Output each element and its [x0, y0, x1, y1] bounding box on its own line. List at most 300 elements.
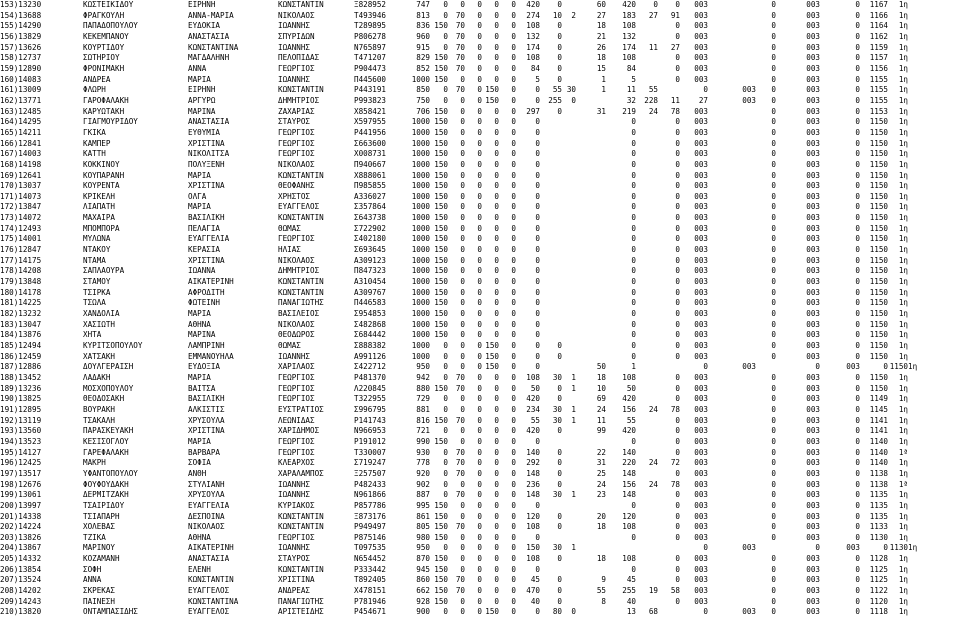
row-value-cell: 150 — [434, 554, 448, 564]
row-rank-code: 156)13829 — [0, 31, 42, 41]
row-value-cell: 816 — [416, 415, 430, 425]
row-value-cell: 1140 — [869, 447, 888, 457]
row-value-cell: 0 — [460, 287, 465, 297]
row-id-number: Ρ904473 — [354, 63, 387, 73]
row-value-cell — [576, 330, 606, 341]
row-surname: ΤΣΙΡΚΑ — [83, 287, 111, 297]
row-value-cell: 0 — [511, 383, 516, 393]
row-value-cell: 70 — [455, 575, 465, 585]
row-surname: ΧΑΝΔΟΛΙΑ — [83, 309, 120, 319]
row-rank-code: 201)14338 — [0, 511, 42, 521]
row-value-cell: 0 — [855, 447, 860, 457]
row-rank-code: 154)13688 — [0, 10, 42, 20]
row-value-cell: 0 — [771, 181, 776, 191]
row-value-cell: 0 — [855, 394, 860, 404]
row-rank-code: 172)13847 — [0, 202, 42, 212]
row-rank-code: 175)14001 — [0, 234, 42, 244]
row-value-cell: 84 — [530, 63, 540, 73]
row-value-cell: 1 — [601, 85, 606, 95]
row-value-cell: 0 — [771, 127, 776, 137]
row-value-cell: 0 — [855, 468, 860, 478]
row-value-cell: 0 — [855, 341, 860, 350]
row-value-cell — [562, 362, 576, 373]
row-value-cell: 003 — [694, 21, 708, 31]
row-value-cell: 0 — [535, 117, 540, 127]
row-value-cell: 0 — [477, 21, 482, 31]
row-value-cell — [576, 117, 606, 128]
row-value-cell: 70 — [455, 10, 465, 20]
table-row — [0, 490, 917, 501]
row-value-cell: 003 — [694, 468, 708, 478]
row-value-cell: 1 — [631, 362, 636, 372]
row-value-cell: 0 — [477, 42, 482, 52]
row-value-cell: 1000 — [411, 319, 430, 329]
row-value-cell: 0 — [477, 394, 482, 404]
row-value-cell: 0 — [494, 383, 499, 393]
row-value-cell: 003 — [806, 575, 820, 585]
row-value-cell: 0 — [535, 149, 540, 159]
row-value-cell: 003 — [694, 234, 708, 244]
row-value-cell — [540, 266, 562, 277]
row-value-cell — [708, 21, 756, 32]
row-surname: ΦΛΩΡΗ — [83, 85, 106, 95]
row-value-cell: 1000 — [411, 309, 430, 319]
row-rank-code: 198)12676 — [0, 479, 42, 489]
row-value-cell — [636, 149, 658, 160]
row-value-cell: 0 — [494, 404, 499, 414]
row-value-cell: 0 — [494, 468, 499, 478]
row-value-cell: 78 — [670, 479, 680, 489]
row-value-cell: 0 — [535, 170, 540, 180]
row-value-cell: 150 — [434, 415, 448, 425]
row-value-cell: 1000 — [411, 117, 430, 127]
row-surname: ΠΑΠΑΔΟΠΟΥΛΟΥ — [83, 21, 138, 31]
row-value-cell: 0 — [477, 181, 482, 191]
row-value-cell: 0 — [771, 85, 776, 95]
row-id-number: Ρ993823 — [354, 95, 387, 105]
row-value-cell: 0 — [511, 149, 516, 159]
row-value-cell: 0 — [675, 53, 680, 63]
row-value-cell: 25 — [596, 468, 606, 478]
row-value-cell: 0 — [557, 63, 562, 73]
row-value-cell: 1η — [898, 74, 908, 84]
row-value-cell: 0 — [771, 564, 776, 574]
row-value-cell: 0 — [511, 138, 516, 148]
row-value-cell: 0 — [771, 149, 776, 159]
row-value-cell: 0 — [855, 351, 860, 361]
row-value-cell — [606, 543, 636, 554]
row-value-cell: 0 — [535, 351, 540, 361]
row-value-cell: 0 — [883, 362, 888, 372]
row-value-cell — [708, 597, 756, 608]
row-value-cell: 1135 — [869, 490, 888, 500]
row-value-cell: 0 — [494, 330, 499, 340]
row-value-cell: 0 — [511, 415, 516, 425]
row-rank-code: 179)13848 — [0, 277, 42, 287]
row-value-cell — [708, 416, 756, 427]
row-value-cell: 1η — [898, 117, 908, 127]
row-rank-code: 197)13517 — [0, 468, 42, 478]
row-value-cell: 003 — [694, 500, 708, 510]
row-first-name: ΑΝΑΣΤΑΣΙΑ — [188, 554, 230, 564]
row-value-cell: 24 — [648, 106, 658, 116]
row-father-name: ΚΩΝΣΤΑΝΤΙΝ — [278, 170, 324, 180]
row-value-cell: 1162 — [869, 31, 888, 41]
row-value-cell: 0 — [883, 543, 888, 553]
table-row — [0, 75, 917, 86]
row-value-cell: 003 — [806, 490, 820, 500]
row-value-cell — [562, 0, 576, 11]
row-value-cell: 1η — [898, 372, 908, 382]
row-value-cell — [636, 373, 658, 384]
row-value-cell — [576, 245, 606, 256]
row-value-cell — [708, 437, 756, 448]
row-value-cell: 0 — [477, 458, 482, 468]
row-value-cell: 0 — [511, 543, 516, 553]
row-value-cell: 24 — [596, 404, 606, 414]
row-value-cell: 15 — [596, 63, 606, 73]
row-rank-code: 196)12425 — [0, 458, 42, 468]
row-value-cell: 003 — [806, 309, 820, 319]
row-father-name: ΙΩΑΝΝΗΣ — [278, 479, 311, 489]
row-value-cell — [708, 224, 756, 235]
row-first-name: ΒΑΣΙΛΙΚΗ — [188, 213, 225, 223]
row-value-cell — [562, 554, 576, 565]
row-value-cell: 70 — [455, 85, 465, 95]
row-value-cell: 21 — [596, 31, 606, 41]
row-value-cell: 0 — [535, 287, 540, 297]
row-value-cell: 0 — [675, 213, 680, 223]
row-value-cell: 003 — [694, 479, 708, 489]
row-value-cell: 0 — [511, 447, 516, 457]
row-id-number: Ρ333442 — [354, 564, 387, 574]
row-rank-code: 171)14073 — [0, 191, 42, 201]
table-row — [0, 128, 917, 139]
row-value-cell: 0 — [477, 415, 482, 425]
row-value-cell: 70 — [455, 415, 465, 425]
row-first-name: ΜΑΡΙΝΑ — [188, 330, 216, 340]
row-father-name: ΙΩΑΝΝΗΣ — [278, 74, 311, 84]
row-first-name: ΑΦΡΟΔΙΤΗ — [188, 287, 225, 297]
row-value-cell: 0 — [855, 607, 860, 617]
row-value-cell: 0 — [631, 266, 636, 276]
row-value-cell: 70 — [455, 53, 465, 63]
row-value-cell: 003 — [846, 362, 860, 372]
row-id-number: Σ996795 — [354, 404, 387, 414]
row-value-cell: 0 — [771, 575, 776, 585]
row-value-cell: 70 — [455, 458, 465, 468]
row-value-cell: 0 — [511, 21, 516, 31]
row-value-cell: 0 — [771, 74, 776, 84]
row-value-cell — [540, 171, 562, 182]
row-value-cell: 0 — [460, 511, 465, 521]
row-value-cell: 0 — [703, 362, 708, 372]
row-value-cell: 228 — [644, 95, 658, 105]
row-value-cell: 150 — [434, 63, 448, 73]
row-value-cell — [636, 64, 658, 75]
row-value-cell: 0 — [771, 213, 776, 223]
row-value-cell: 0 — [477, 372, 482, 382]
table-row — [0, 192, 917, 203]
row-value-cell: 0 — [855, 277, 860, 287]
row-value-cell — [576, 607, 606, 618]
row-value-cell — [576, 213, 606, 224]
row-value-cell: 0 — [675, 511, 680, 521]
row-value-cell: 183 — [622, 10, 636, 20]
row-value-cell: 003 — [806, 586, 820, 596]
row-value-cell: 0 — [460, 426, 465, 436]
row-value-cell: 721 — [416, 426, 430, 436]
row-surname: ΥΦΑΝΤΟΠΟΥΛΟΥ — [83, 468, 138, 478]
row-value-cell: 40 — [530, 596, 540, 606]
row-rank-code: 186)12459 — [0, 351, 42, 361]
row-value-cell: 0 — [535, 341, 540, 350]
row-value-cell: 0 — [631, 170, 636, 180]
row-value-cell — [756, 543, 776, 554]
row-surname: ΣΚΡΕΚΑΣ — [83, 586, 116, 596]
row-value-cell: 003 — [806, 202, 820, 212]
row-first-name: ΜΑΡΙΑ — [188, 309, 211, 319]
row-value-cell: 0 — [675, 266, 680, 276]
row-value-cell: 150 — [434, 181, 448, 191]
row-value-cell: 850 — [416, 85, 430, 95]
row-value-cell: 706 — [416, 106, 430, 116]
row-rank-code: 188)13452 — [0, 372, 42, 382]
row-value-cell: 003 — [806, 181, 820, 191]
row-value-cell — [562, 288, 576, 299]
row-value-cell: 0 — [675, 287, 680, 297]
row-rank-code: 208)14202 — [0, 586, 42, 596]
row-value-cell — [708, 309, 756, 320]
row-value-cell: 234 — [526, 404, 540, 414]
row-id-number: Ρ443191 — [354, 85, 387, 95]
row-value-cell: 0 — [535, 223, 540, 233]
row-value-cell: 70 — [455, 447, 465, 457]
row-first-name: ΕΙΡΗΝΗ — [188, 85, 216, 95]
row-id-number: Σ663600 — [354, 138, 387, 148]
row-value-cell: 1135 — [869, 511, 888, 521]
row-value-cell: 915 — [416, 42, 430, 52]
row-surname: ΝΤΑΚΟΥ — [83, 245, 111, 255]
row-value-cell: 26 — [596, 42, 606, 52]
table-row — [0, 64, 917, 75]
row-value-cell: 0 — [675, 181, 680, 191]
row-first-name: ΝΙΚΟΛΑΟΣ — [188, 522, 225, 532]
row-value-cell: 1166 — [869, 10, 888, 20]
row-value-cell: 18 — [596, 554, 606, 564]
row-surname: ΠΑΙΝΕΣΗ — [83, 596, 116, 606]
row-value-cell: 0 — [675, 351, 680, 361]
row-father-name: ΘΕΟΔΩΡΟΣ — [278, 330, 315, 340]
row-value-cell: 150 — [434, 532, 448, 542]
row-value-cell: 0 — [460, 202, 465, 212]
row-value-cell: 0 — [477, 202, 482, 212]
row-first-name: ΑΝΝΑ-ΜΑΡΙΑ — [188, 10, 234, 20]
row-id-number: Ρ441956 — [354, 127, 387, 137]
row-value-cell: 0 — [771, 479, 776, 489]
row-value-cell: 0 — [477, 63, 482, 73]
row-value-cell: 0 — [477, 522, 482, 532]
row-value-cell: 0 — [511, 522, 516, 532]
row-value-cell: 1130 — [869, 532, 888, 542]
row-value-cell: 003 — [806, 319, 820, 329]
row-value-cell: 0 — [557, 106, 562, 116]
row-id-number: Ρ949497 — [354, 522, 387, 532]
row-value-cell: 0 — [494, 202, 499, 212]
row-value-cell: 27 — [596, 10, 606, 20]
row-value-cell — [658, 607, 680, 618]
table-row — [0, 139, 917, 150]
row-first-name: ΑΙΚΑΤΕΡΙΝΗ — [188, 277, 234, 287]
row-value-cell: 84 — [626, 63, 636, 73]
row-value-cell: 0 — [460, 500, 465, 510]
row-value-cell — [540, 245, 562, 256]
row-surname: ΦΡΑΓΚΟΥΛΗ — [83, 10, 125, 20]
row-value-cell: 0 — [855, 309, 860, 319]
table-row — [0, 320, 917, 331]
row-value-cell: 0 — [477, 234, 482, 244]
row-value-cell — [562, 202, 576, 213]
row-value-cell: 0 — [771, 372, 776, 382]
row-value-cell: 003 — [806, 298, 820, 308]
row-value-cell: 0 — [855, 181, 860, 191]
row-value-cell: 72 — [670, 458, 680, 468]
row-value-cell: 150 — [434, 575, 448, 585]
row-surname: ΓΙΑΓΜΟΥΡΙΔΟΥ — [83, 117, 138, 127]
row-rank-code: 203)13826 — [0, 532, 42, 542]
row-value-cell — [708, 288, 756, 299]
row-value-cell: 003 — [806, 415, 820, 425]
row-id-number: Σ357864 — [354, 202, 387, 212]
row-value-cell: 1155 — [869, 74, 888, 84]
row-value-cell: 1η — [898, 468, 908, 478]
row-value-cell: 0 — [703, 85, 708, 95]
row-value-cell: 1150 — [869, 372, 888, 382]
row-value-cell — [562, 394, 576, 405]
row-value-cell: 1η — [898, 21, 908, 31]
row-value-cell — [708, 330, 756, 341]
row-rank-code: 164)14295 — [0, 117, 42, 127]
row-value-cell: 0 — [494, 0, 499, 9]
row-value-cell: 1150 — [869, 255, 888, 265]
row-value-cell: 887 — [416, 490, 430, 500]
row-surname: ΠΑΡΑΣΚΕΥΑΚΗ — [83, 426, 134, 436]
row-value-cell: 1η — [898, 106, 908, 116]
row-value-cell: 003 — [694, 511, 708, 521]
table-row — [0, 512, 917, 523]
row-value-cell: 003 — [806, 266, 820, 276]
row-value-cell: 0 — [855, 42, 860, 52]
row-first-name: ΜΑΡΙΑ — [188, 436, 211, 446]
table-row — [0, 330, 917, 341]
row-value-cell — [562, 139, 576, 150]
row-value-cell: 0 — [511, 53, 516, 63]
row-father-name: ΚΩΝΣΤΑΝΤΙΝ — [278, 213, 324, 223]
row-value-cell — [540, 181, 562, 192]
table-row — [0, 426, 917, 437]
row-value-cell: 0 — [675, 490, 680, 500]
row-value-cell: 003 — [806, 159, 820, 169]
row-value-cell — [576, 437, 606, 448]
row-value-cell: 0 — [460, 149, 465, 159]
row-value-cell: 0 — [494, 415, 499, 425]
row-value-cell: 003 — [806, 21, 820, 31]
row-surname: ΦΟΥΦΟΥΔΑΚΗ — [83, 479, 129, 489]
row-value-cell — [636, 202, 658, 213]
row-value-cell: 30 — [552, 404, 562, 414]
row-value-cell: 0 — [675, 277, 680, 287]
row-first-name: ΠΟΛΥΞΕΝΗ — [188, 159, 225, 169]
row-value-cell: 150 — [434, 436, 448, 446]
row-value-cell — [708, 490, 756, 501]
row-value-cell — [636, 256, 658, 267]
table-row — [0, 501, 917, 512]
row-father-name: ΕΥΑΓΓΕΛΟΣ — [278, 202, 320, 212]
row-value-cell: 0 — [511, 341, 516, 350]
row-id-number: Ξ828952 — [354, 0, 387, 9]
row-father-name: ΘΕΟΦΑΝΗΣ — [278, 181, 315, 191]
table-row — [0, 458, 917, 469]
row-value-cell: 70 — [455, 490, 465, 500]
row-value-cell: 0 — [855, 74, 860, 84]
row-value-cell — [562, 213, 576, 224]
row-value-cell — [562, 256, 576, 267]
row-value-cell: 0 — [477, 490, 482, 500]
row-value-cell: 003 — [694, 63, 708, 73]
row-value-cell — [562, 117, 576, 128]
row-rank-code: 170)13037 — [0, 181, 42, 191]
row-value-cell: 003 — [806, 117, 820, 127]
row-value-cell: 1000 — [411, 287, 430, 297]
row-value-cell: 55 — [596, 586, 606, 596]
row-surname: ΟΝΤΑΜΠΑΣΙΔΗΣ — [83, 607, 138, 617]
row-id-number: Α991126 — [354, 351, 387, 361]
row-value-cell: 0 — [460, 159, 465, 169]
row-value-cell — [636, 234, 658, 245]
row-value-cell: 0 — [771, 596, 776, 606]
row-value-cell — [708, 11, 756, 22]
row-value-cell — [540, 309, 562, 320]
row-value-cell — [636, 298, 658, 309]
row-value-cell: 11 — [626, 85, 636, 95]
row-value-cell — [708, 501, 756, 512]
row-value-cell: 1η — [898, 596, 908, 606]
row-value-cell — [540, 234, 562, 245]
row-value-cell: 0 — [511, 319, 516, 329]
row-value-cell: 0 — [460, 106, 465, 116]
row-value-cell: 11 — [596, 415, 606, 425]
row-value-cell: 0 — [675, 394, 680, 404]
row-value-cell — [636, 117, 658, 128]
row-value-cell: 0 — [477, 149, 482, 159]
row-value-cell: 150 — [434, 234, 448, 244]
row-value-cell: 10 — [552, 10, 562, 20]
row-id-number: Ρ454671 — [354, 607, 387, 617]
row-value-cell: 150 — [434, 106, 448, 116]
row-value-cell: 003 — [806, 42, 820, 52]
row-value-cell: 24 — [648, 404, 658, 414]
row-value-cell: 0 — [771, 223, 776, 233]
row-rank-code: 195)14127 — [0, 447, 42, 457]
row-value-cell: 0 — [771, 95, 776, 105]
row-value-cell: 1η — [898, 330, 908, 340]
table-row — [0, 533, 917, 544]
row-father-name: ΓΕΩΡΓΙΟΣ — [278, 63, 315, 73]
row-value-cell: 0 — [535, 277, 540, 287]
row-value-cell: 11 — [670, 95, 680, 105]
row-value-cell: 148 — [526, 490, 540, 500]
row-value-cell: 003 — [694, 586, 708, 596]
